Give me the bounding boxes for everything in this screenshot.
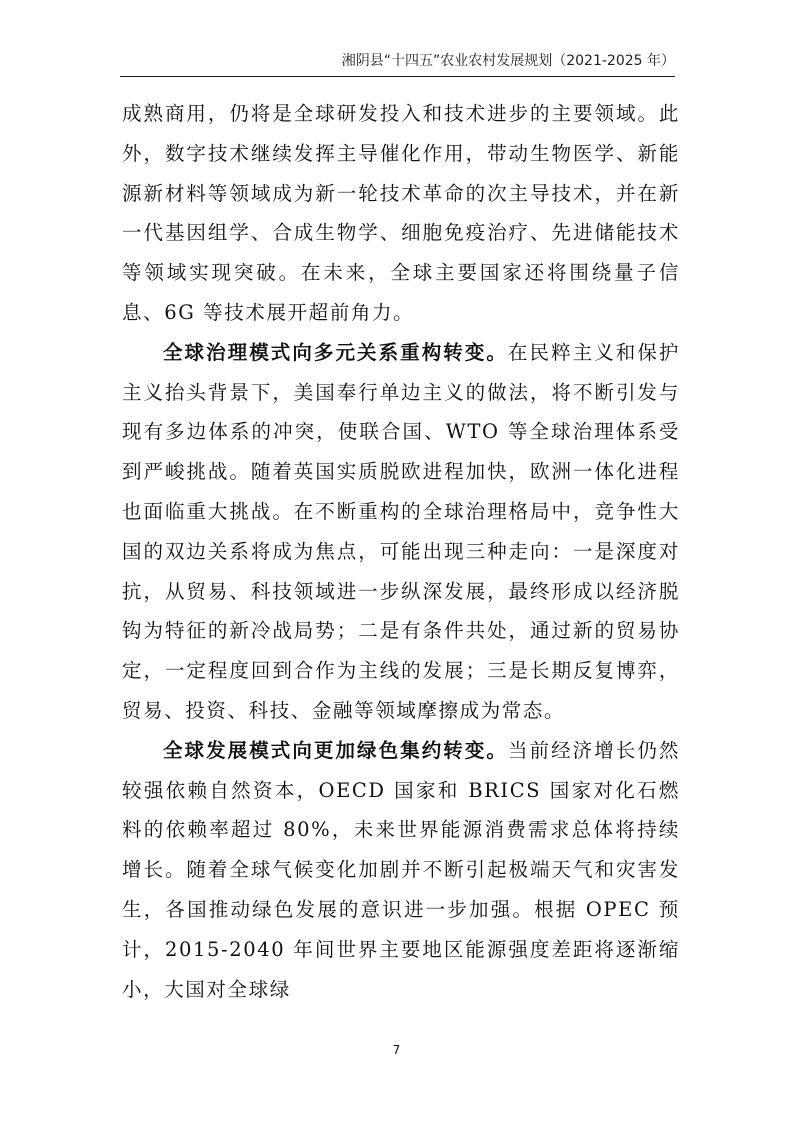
body-text (122, 94, 680, 1009)
paragraph-3 (122, 731, 680, 1010)
paragraph-1 (122, 94, 680, 333)
paragraph-text: 成熟商用，仍将是全球研发投入和技术进步的主要领域。此外，数字技术继续发挥主导催化作用，带动生物医学、新能源新材料等领域成为新一轮技术革命的次主导技术，并在新一代基因组学、合成生物学、细胞免疫治疗、先进储能技术等领域实现突破。在未来，全球主要国家还将围绕量子信息、6G 等技术展开超前角力。 (122, 102, 680, 324)
paragraph-heading: 全球发展模式向更加绿色集约转变。 (163, 738, 508, 762)
page-header (120, 50, 675, 77)
paragraph-text: 当前经济增长仍然较强依赖自然资本，OECD 国家和 BRICS 国家对化石燃料的依赖率超过 80%，未来世界能源消费需求总体将持续增长。随着全球气候变化加剧并不断引起极端天气和灾害发生，各国推动绿色发展的意识进一步加强。根据 OPEC 预计，2015-2040 年间世界主要地区能源强度差距将逐渐缩小，大国对全球绿 (122, 738, 680, 1001)
header-title: 湘阴县“十四五”农业农村发展规划（2021-2025 年） (341, 53, 675, 69)
paragraph-heading: 全球治理模式向多元关系重构转变。 (163, 340, 508, 364)
page-number: 7 (392, 1043, 401, 1057)
paragraph-text: 在民粹主义和保护主义抬头背景下，美国奉行单边主义的做法，将不断引发与现有多边体系的冲突，使联合国、WTO 等全球治理体系受到严峻挑战。随着英国实质脱欧进程加快，欧洲一体化进程也面临重大挑战。在不断重构的全球治理格局中，竞争性大国的双边关系将成为焦点，可能出现三种走向：一是深度对抗，从贸易、科技领域进一步纵深发展，最终形成以经济脱钩为特征的新冷战局势；二是有条件共处，通过新的贸易协定，一定程度回到合作为主线的发展；三是长期反复博弈，贸易、投资、科技、金融等领域摩擦成为常态。 (122, 340, 680, 722)
paragraph-2 (122, 333, 680, 731)
